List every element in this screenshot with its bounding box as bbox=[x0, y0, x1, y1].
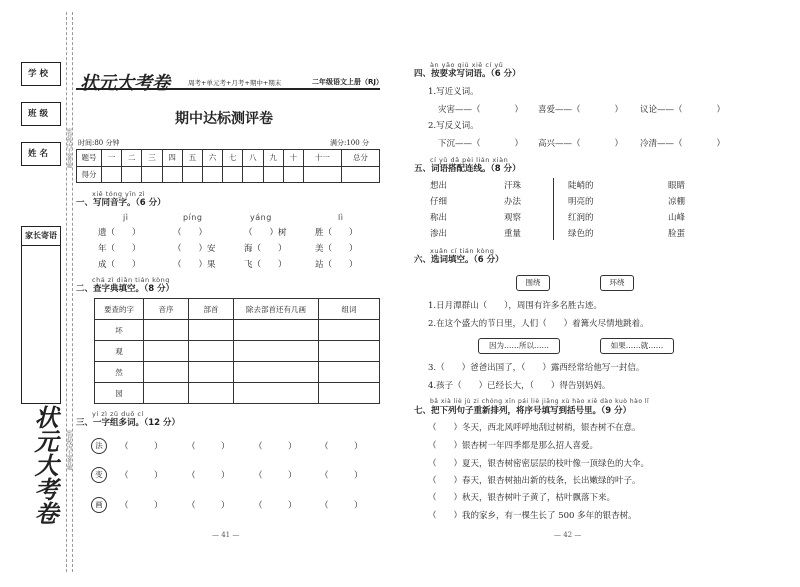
score-col: 一 bbox=[102, 150, 122, 167]
q4-sub2: 2.写反义词。 bbox=[428, 121, 479, 131]
q3-blank[interactable]: （ ） bbox=[120, 501, 163, 511]
q3-blank[interactable]: （ ） bbox=[187, 501, 230, 511]
q5-word[interactable]: 红润的 bbox=[568, 213, 594, 223]
q5-word[interactable]: 绿色的 bbox=[568, 229, 594, 239]
score-row-label: 得分 bbox=[77, 166, 102, 183]
q3-pinyin: yí zì zǔ duō cí bbox=[92, 410, 144, 418]
score-cell[interactable] bbox=[341, 166, 379, 183]
dict-cell[interactable] bbox=[189, 362, 234, 383]
seal-line-outer bbox=[66, 12, 67, 572]
q1-cell[interactable]: （ ）果 bbox=[173, 260, 216, 270]
q6-word-box: 围绕 bbox=[516, 275, 550, 291]
q5-word[interactable]: 仔细 bbox=[430, 197, 448, 207]
q5-word[interactable]: 想出 bbox=[430, 181, 448, 191]
q7-line[interactable]: （ ）秋天，银杏树叶子黄了，枯叶飘落下来。 bbox=[428, 493, 616, 503]
dict-cell[interactable] bbox=[234, 320, 319, 341]
header-rule bbox=[76, 88, 380, 90]
q5-word[interactable]: 渗出 bbox=[430, 229, 448, 239]
score-cell[interactable] bbox=[243, 166, 263, 183]
page-number-left: — 41 — bbox=[212, 531, 240, 539]
q1-header: jì bbox=[123, 213, 129, 222]
q5-pinyin: cí yǔ dā pèi lián xiàn bbox=[430, 156, 509, 164]
dict-cell[interactable] bbox=[189, 341, 234, 362]
q6-sentence[interactable]: 4.孩子（ ）已经长大，（ ）得告别妈妈。 bbox=[428, 381, 611, 391]
q6-word-box: 因为……所以…… bbox=[478, 338, 560, 354]
class-label: 班 级 bbox=[28, 109, 48, 119]
q6-title: 六、选词填空。（6 分） bbox=[414, 255, 504, 265]
q3-blank[interactable]: （ ） bbox=[254, 442, 297, 452]
q4-anti-item[interactable]: 冷清——（ ） bbox=[640, 139, 726, 149]
dict-cell[interactable] bbox=[319, 320, 380, 341]
dict-header: 音序 bbox=[144, 299, 189, 320]
dict-cell[interactable] bbox=[234, 362, 319, 383]
q6-sentence[interactable]: 2.在这个盛大的节日里，人们（ ）着篝火尽情地跳着。 bbox=[428, 319, 649, 329]
name-box bbox=[21, 142, 61, 166]
q2-title: 二、查字典填空。（8 分） bbox=[76, 284, 175, 294]
q1-cell[interactable]: （ ）安 bbox=[173, 244, 216, 254]
q3-title: 三、一字组多词。（12 分） bbox=[76, 418, 181, 428]
q4-title: 四、按要求写词语。（6 分） bbox=[414, 69, 521, 79]
q5-word[interactable]: 眼睛 bbox=[668, 181, 686, 191]
exam-time: 时间:80 分钟 bbox=[78, 139, 120, 147]
score-cell[interactable] bbox=[202, 166, 222, 183]
dict-cell[interactable] bbox=[319, 362, 380, 383]
score-col: 总分 bbox=[341, 150, 379, 167]
q7-line[interactable]: （ ）夏天，银杏树密密层层的枝叶像一顶绿色的大伞。 bbox=[428, 459, 650, 469]
q4-near-item[interactable]: 喜爱——（ ） bbox=[538, 105, 624, 115]
q6-sentence[interactable]: 1.日月潭群山（ ），周围有许多名胜古迹。 bbox=[428, 301, 602, 311]
score-cell[interactable] bbox=[182, 166, 202, 183]
seal-text-top: 密封线内不要答题 bbox=[66, 128, 72, 168]
series-text: 周考+单元考+月考+期中+期末 bbox=[188, 79, 282, 87]
q1-header: lì bbox=[338, 213, 344, 222]
q5-divider bbox=[553, 178, 554, 240]
score-col: 八 bbox=[243, 150, 263, 167]
q4-sub1: 1.写近义词。 bbox=[428, 87, 479, 97]
score-cell[interactable] bbox=[303, 166, 341, 183]
q7-line[interactable]: （ ）冬天，西北风呼呼地刮过树梢，银杏树不在意。 bbox=[428, 423, 641, 433]
q6-sentence[interactable]: 3.（ ）爸爸出国了，（ ）露西经常给他写一封信。 bbox=[428, 363, 645, 373]
exam-full-score: 满分:100 分 bbox=[330, 139, 369, 147]
q1-cell[interactable]: 站（ ） bbox=[315, 260, 358, 270]
q1-pinyin: xiě tóng yīn zì bbox=[92, 190, 146, 198]
q5-word[interactable]: 观察 bbox=[504, 213, 522, 223]
score-col: 三 bbox=[142, 150, 162, 167]
class-box bbox=[21, 102, 61, 126]
score-cell[interactable] bbox=[102, 166, 122, 183]
q5-word[interactable]: 汗珠 bbox=[504, 181, 522, 191]
score-row-label: 题号 bbox=[77, 150, 102, 167]
grade-text: 二年级语文上册（RJ） bbox=[312, 78, 383, 86]
q6-pinyin: xuǎn cí tián kòng bbox=[430, 247, 495, 255]
score-row-numbers bbox=[77, 150, 380, 167]
q4-near-item[interactable]: 议论——（ ） bbox=[640, 105, 726, 115]
q4-anti-item[interactable]: 高兴——（ ） bbox=[538, 139, 624, 149]
q3-char-circle: 变 bbox=[91, 467, 107, 483]
q5-word[interactable]: 明亮的 bbox=[568, 197, 594, 207]
dict-cell[interactable] bbox=[234, 383, 319, 404]
dict-header: 组词 bbox=[319, 299, 380, 320]
score-col: 七 bbox=[223, 150, 243, 167]
dict-char: 然 bbox=[95, 362, 144, 383]
q6-word-box: 如果……就…… bbox=[600, 338, 674, 354]
score-cell[interactable] bbox=[122, 166, 142, 183]
q3-blank[interactable]: （ ） bbox=[320, 501, 363, 511]
seal-line-inner bbox=[72, 12, 73, 572]
dict-cell[interactable] bbox=[319, 341, 380, 362]
q7-pinyin: bǎ xià liè jù zi chóng xīn pái liè jiāng xù hào xiě dào kuò hào lǐ bbox=[430, 398, 650, 405]
q5-title: 五、词语搭配连线。（8 分） bbox=[414, 164, 521, 174]
q3-blank[interactable]: （ ） bbox=[254, 501, 297, 511]
q1-cell[interactable]: （ ）树 bbox=[244, 228, 287, 238]
school-label: 学 校 bbox=[28, 69, 48, 79]
q3-blank[interactable]: （ ） bbox=[254, 471, 297, 481]
q3-char-circle: 画 bbox=[91, 497, 107, 513]
page-number-right: — 42 — bbox=[554, 531, 582, 539]
q7-title: 七、把下列句子重新排列，将序号填写到括号里。（9 分） bbox=[414, 406, 632, 416]
dict-cell[interactable] bbox=[144, 362, 189, 383]
q4-anti-item[interactable]: 下沉——（ ） bbox=[438, 139, 524, 149]
q1-cell[interactable]: 遗（ ） bbox=[98, 228, 141, 238]
dict-cell[interactable] bbox=[144, 383, 189, 404]
q3-blank[interactable]: （ ） bbox=[187, 471, 230, 481]
score-cell[interactable] bbox=[223, 166, 243, 183]
score-table bbox=[76, 149, 380, 183]
score-row-scores bbox=[77, 166, 380, 183]
dict-cell[interactable] bbox=[319, 383, 380, 404]
q1-cell[interactable]: 海（ ） bbox=[244, 244, 287, 254]
q1-cell[interactable]: （ ） bbox=[173, 228, 208, 238]
dict-cell[interactable] bbox=[189, 383, 234, 404]
q7-line[interactable]: （ ）银杏树一年四季都是那么招人喜爱。 bbox=[428, 441, 599, 451]
score-col: 五 bbox=[182, 150, 202, 167]
dict-cell[interactable] bbox=[144, 341, 189, 362]
brand-logo-vertical: 状元大考卷 bbox=[30, 405, 58, 525]
q3-blank[interactable]: （ ） bbox=[187, 442, 230, 452]
dict-char: 园 bbox=[95, 383, 144, 404]
dict-header: 要查的字 bbox=[95, 299, 144, 320]
q5-word[interactable]: 重量 bbox=[504, 229, 522, 239]
q3-blank[interactable]: （ ） bbox=[120, 442, 163, 452]
q2-pinyin: chá zì diǎn tián kòng bbox=[92, 276, 170, 284]
score-col: 十一 bbox=[303, 150, 341, 167]
q7-line[interactable]: （ ）春天，银杏树抽出新的枝条，长出嫩绿的叶子。 bbox=[428, 476, 641, 486]
q5-word[interactable]: 办法 bbox=[504, 197, 522, 207]
score-col: 六 bbox=[202, 150, 222, 167]
dict-header: 除去部首还有几画 bbox=[234, 299, 319, 320]
seal-text-bottom: 密封线内不要答题 bbox=[66, 430, 72, 470]
q1-header: yáng bbox=[250, 213, 272, 222]
dictionary-table bbox=[94, 298, 380, 404]
dict-cell[interactable] bbox=[234, 341, 319, 362]
dict-header: 部首 bbox=[189, 299, 234, 320]
q5-word[interactable]: 脸蛋 bbox=[668, 229, 686, 239]
dict-cell[interactable] bbox=[189, 320, 234, 341]
score-cell[interactable] bbox=[263, 166, 283, 183]
score-col: 二 bbox=[122, 150, 142, 167]
score-col: 九 bbox=[263, 150, 283, 167]
score-cell[interactable] bbox=[142, 166, 162, 183]
exam-title: 期中达标测评卷 bbox=[175, 111, 273, 127]
dict-cell[interactable] bbox=[144, 320, 189, 341]
school-box bbox=[21, 62, 61, 86]
brand-logo: 状元大考卷 bbox=[80, 73, 170, 94]
q1-cell[interactable]: 成（ ） bbox=[98, 260, 141, 270]
score-col: 四 bbox=[162, 150, 182, 167]
q7-line[interactable]: （ ）我的家乡，有一棵生长了 500 多年的银杏树。 bbox=[428, 511, 637, 521]
dict-char: 坏 bbox=[95, 320, 144, 341]
q5-word[interactable]: 称出 bbox=[430, 213, 448, 223]
q4-near-item[interactable]: 灾害——（ ） bbox=[438, 105, 524, 115]
q4-pinyin: àn yāo qiú xiě cí yǔ bbox=[430, 61, 504, 69]
q5-word[interactable]: 陡峭的 bbox=[568, 181, 594, 191]
parent-comment-box bbox=[21, 226, 61, 404]
dict-char: 观 bbox=[95, 341, 144, 362]
q5-word[interactable]: 凉棚 bbox=[668, 197, 686, 207]
q1-cell[interactable]: 年（ ） bbox=[98, 244, 141, 254]
q1-cell[interactable]: 胜（ ） bbox=[315, 228, 358, 238]
q1-cell[interactable]: 美（ ） bbox=[315, 244, 358, 254]
q3-blank[interactable]: （ ） bbox=[320, 442, 363, 452]
q3-blank[interactable]: （ ） bbox=[320, 471, 363, 481]
q1-header: píng bbox=[183, 213, 203, 222]
score-cell[interactable] bbox=[283, 166, 303, 183]
q3-char-circle: 法 bbox=[91, 438, 107, 454]
q6-word-box: 环绕 bbox=[600, 275, 634, 291]
q5-word[interactable]: 山峰 bbox=[668, 213, 686, 223]
q3-blank[interactable]: （ ） bbox=[120, 471, 163, 481]
q1-title: 一、写同音字。（6 分） bbox=[76, 198, 166, 208]
parent-comment-label: 家长寄语 bbox=[25, 231, 57, 240]
q1-cell[interactable]: 飞（ ） bbox=[244, 260, 287, 270]
name-label: 姓 名 bbox=[28, 149, 48, 159]
score-col: 十 bbox=[283, 150, 303, 167]
score-cell[interactable] bbox=[162, 166, 182, 183]
